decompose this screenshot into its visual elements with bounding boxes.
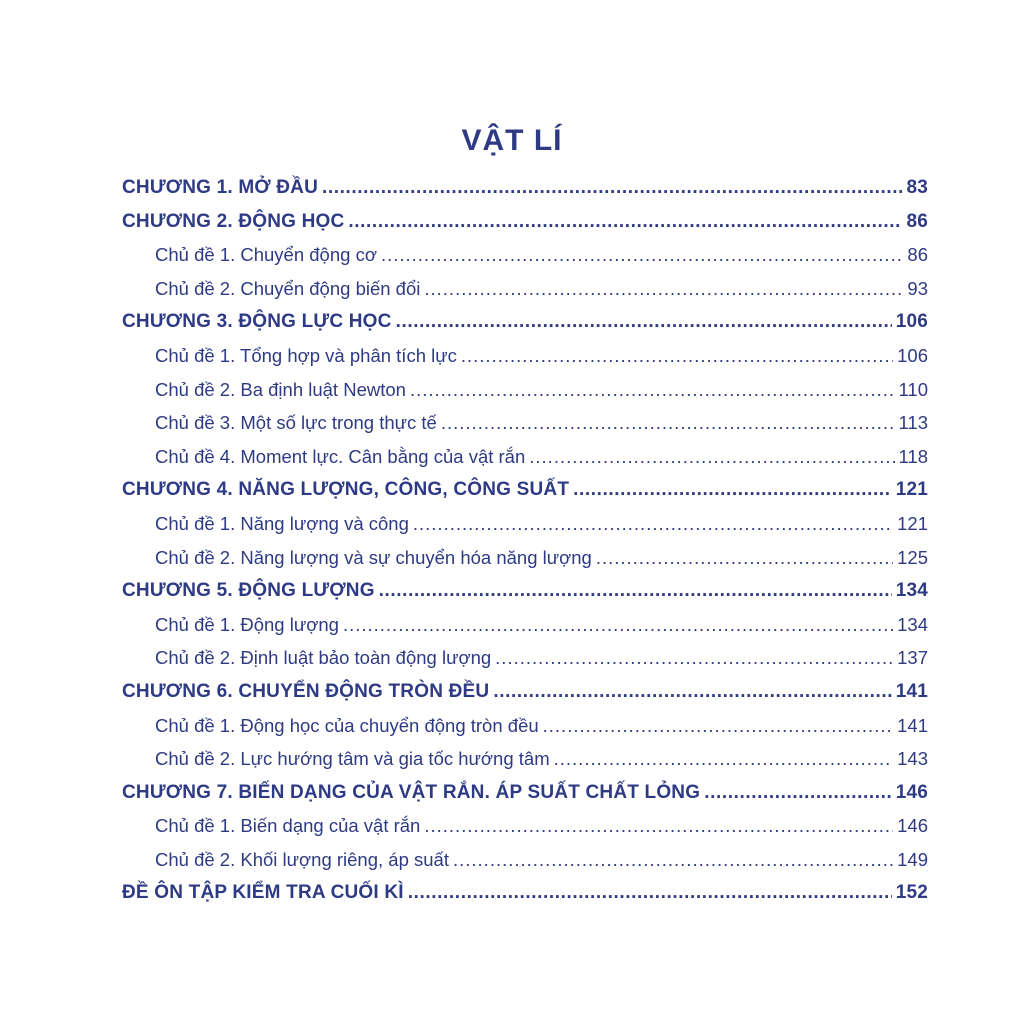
toc-dot-leader (424, 272, 903, 306)
toc-page-number: 149 (897, 848, 928, 870)
toc-chapter-row (122, 305, 928, 339)
toc-entry-title: Chủ đề 1. Biến dạng của vật rắn (155, 815, 421, 837)
table-of-contents (122, 171, 928, 910)
toc-entry-title: CHƯƠNG 3. ĐỘNG LỰC HỌC (122, 311, 392, 333)
toc-page-number: 141 (895, 680, 928, 702)
toc-entry-title: CHƯƠNG 5. ĐỘNG LƯỢNG (122, 580, 375, 602)
toc-chapter-row (122, 171, 928, 205)
toc-topic-row (122, 742, 928, 776)
toc-page-number: 83 (906, 177, 928, 198)
toc-dot-leader (413, 507, 893, 541)
toc-dot-leader (461, 339, 893, 373)
toc-dot-leader (453, 843, 893, 877)
toc-dot-leader (596, 541, 893, 575)
toc-chapter-row (122, 205, 928, 239)
toc-dot-leader (410, 373, 895, 407)
toc-page-number: 137 (897, 647, 928, 669)
toc-entry-title: CHƯƠNG 4. NĂNG LƯỢNG, CÔNG, CÔNG SUẤT (122, 479, 570, 501)
toc-dot-leader (348, 205, 902, 239)
toc-topic-row (122, 809, 928, 843)
toc-entry-title: Chủ đề 1. Động học của chuyển động tròn đều (155, 714, 539, 736)
toc-topic-row (122, 238, 928, 272)
toc-dot-leader (408, 876, 892, 910)
toc-entry-title: CHƯƠNG 6. CHUYỂN ĐỘNG TRÒN ĐỀU (122, 680, 490, 702)
toc-entry-title: Chủ đề 3. Một số lực trong thực tế (155, 412, 437, 434)
toc-topic-row (122, 507, 928, 541)
toc-page-number: 118 (898, 445, 928, 467)
toc-page-number: 113 (898, 412, 928, 434)
toc-dot-leader (441, 406, 895, 440)
toc-dot-leader (573, 473, 892, 507)
toc-page-number: 141 (897, 714, 928, 736)
toc-page-number: 110 (898, 378, 928, 400)
toc-page-number: 106 (897, 344, 928, 366)
toc-entry-title: Chủ đề 4. Moment lực. Cân bằng của vật rắn (155, 445, 526, 467)
toc-dot-leader (381, 238, 903, 272)
toc-entry-title: Chủ đề 2. Khối lượng riêng, áp suất (155, 848, 449, 870)
toc-chapter-row (122, 876, 928, 910)
page-title: VẬT LÍ (461, 124, 563, 157)
toc-page-number: 93 (907, 277, 928, 299)
toc-dot-leader (379, 574, 892, 608)
toc-entry-title: Chủ đề 1. Năng lượng và công (155, 512, 409, 534)
toc-entry-title: Chủ đề 1. Tổng hợp và phân tích lực (155, 344, 457, 366)
toc-dot-leader (495, 641, 893, 675)
toc-page-number: 146 (897, 815, 928, 837)
toc-page-number: 143 (897, 748, 928, 770)
toc-entry-title: Chủ đề 2. Lực hướng tâm và gia tốc hướng tâm (155, 748, 550, 770)
toc-entry-title: Chủ đề 2. Ba định luật Newton (155, 378, 406, 400)
toc-topic-row (122, 272, 928, 306)
toc-entry-title: CHƯƠNG 1. MỞ ĐẦU (122, 177, 318, 198)
toc-page-number: 146 (895, 781, 928, 803)
toc-topic-row (122, 608, 928, 642)
toc-chapter-row (122, 473, 928, 507)
toc-topic-row (122, 339, 928, 373)
toc-dot-leader (322, 171, 902, 205)
toc-page-number: 86 (907, 244, 928, 266)
toc-dot-leader (424, 809, 893, 843)
toc-entry-title: Chủ đề 2. Định luật bảo toàn động lượng (155, 647, 492, 669)
toc-page-number: 86 (906, 210, 928, 232)
toc-page-number: 134 (895, 580, 928, 602)
toc-page-number: 125 (897, 546, 928, 568)
toc-dot-leader (343, 608, 893, 642)
toc-chapter-row (122, 776, 928, 810)
toc-page-number: 121 (897, 512, 928, 534)
toc-topic-row (122, 843, 928, 877)
toc-topic-row (122, 541, 928, 575)
toc-entry-title: CHƯƠNG 7. BIẾN DẠNG CỦA VẬT RẮN. ÁP SUẤT CHẤT LỎNG (122, 781, 701, 803)
toc-entry-title: Chủ đề 1. Động lượng (155, 613, 339, 635)
toc-topic-row (122, 641, 928, 675)
toc-entry-title: Chủ đề 2. Chuyển động biến đổi (155, 277, 421, 299)
toc-entry-title: CHƯƠNG 2. ĐỘNG HỌC (122, 210, 345, 232)
toc-dot-leader (396, 305, 892, 339)
toc-dot-leader (529, 440, 894, 474)
toc-topic-row (122, 709, 928, 743)
toc-entry-title: Chủ đề 2. Năng lượng và sự chuyển hóa năng lượng (155, 546, 592, 568)
toc-chapter-row (122, 675, 928, 709)
toc-chapter-row (122, 574, 928, 608)
toc-topic-row (122, 406, 928, 440)
toc-page-number: 152 (895, 882, 928, 904)
toc-page-number: 106 (895, 311, 928, 333)
toc-dot-leader (543, 709, 893, 743)
toc-entry-title: ĐỀ ÔN TẬP KIỂM TRA CUỐI KÌ (122, 882, 404, 904)
toc-page-number: 121 (895, 479, 928, 501)
toc-topic-row (122, 373, 928, 407)
toc-entry-title: Chủ đề 1. Chuyển động cơ (155, 244, 377, 266)
toc-dot-leader (704, 776, 891, 810)
toc-topic-row (122, 440, 928, 474)
toc-dot-leader (554, 742, 894, 776)
toc-dot-leader (493, 675, 891, 709)
toc-page-number: 134 (897, 613, 928, 635)
